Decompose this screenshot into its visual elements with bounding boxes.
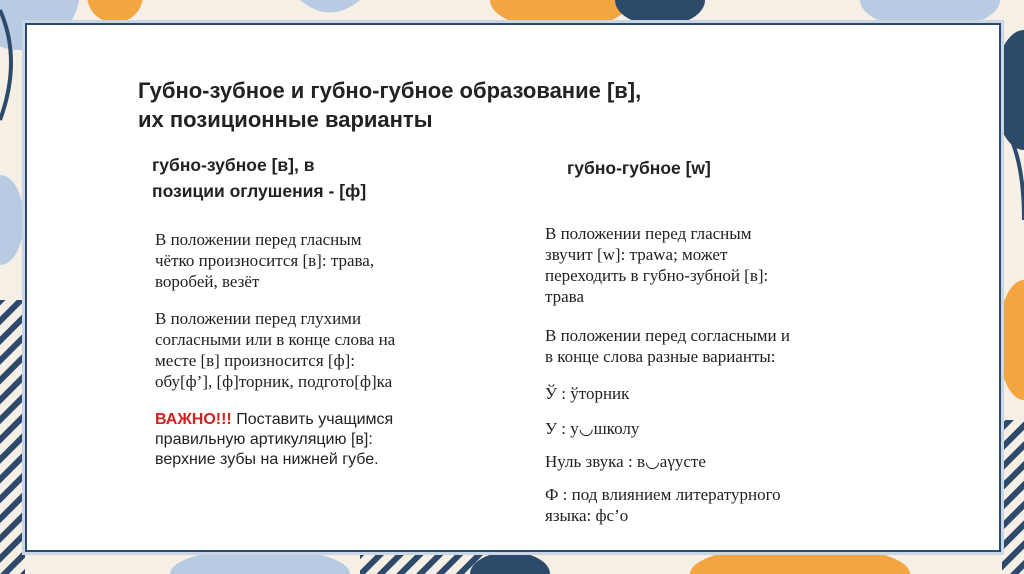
bg-shape [998, 280, 1024, 400]
left-paragraph-2 [155, 308, 395, 392]
text-line: правильную артикуляцию [в]: [155, 431, 373, 448]
text-line: Поставить учащимся [231, 411, 394, 428]
variant-1: Ў : ўторник [545, 384, 630, 403]
text-line: звучит [w]: траwa; может [545, 245, 728, 264]
text-line: В положении перед гласным [545, 224, 752, 243]
text-line: верхние зубы на нижней губе. [155, 451, 379, 468]
left-paragraph-1 [155, 229, 374, 292]
text-line: воробей, везёт [155, 272, 260, 291]
left-column-heading [152, 152, 472, 204]
right-paragraph-2 [545, 325, 790, 367]
right-paragraph-1 [545, 223, 768, 307]
variant-3: Нуль звука : в◡aγуcте [545, 452, 706, 471]
text-line: согласными или в конце слова на [155, 330, 396, 349]
text-line: языка: фс’о [545, 506, 629, 525]
bg-shape [0, 175, 24, 265]
text-line: В положении перед гласным [155, 230, 362, 249]
left-heading-line-1: губно-зубное [в], в [152, 155, 315, 175]
text-line: В положении перед глухими [155, 309, 362, 328]
text-line: месте [в] произносится [ф]: [155, 351, 355, 370]
slide-title [138, 76, 838, 134]
variant-4 [545, 484, 781, 526]
left-heading-line-2: позиции оглушения - [ф] [152, 181, 367, 201]
bg-stripes [1002, 420, 1024, 574]
bg-stripes [0, 300, 25, 574]
text-line: переходить в губно-зубной [в]: [545, 266, 769, 285]
variant-2: У : у◡школу [545, 419, 640, 438]
bg-shape [87, 0, 143, 23]
right-column-heading: губно-губное [w] [567, 158, 711, 178]
text-line: В положении перед согласными и [545, 326, 790, 345]
text-line: обу[ф’], [ф]торник, подгото[ф]ка [155, 372, 393, 391]
bg-stripes [360, 552, 520, 574]
title-line-2: их позиционные варианты [138, 107, 433, 132]
text-line: чётко произносится [в]: трава, [155, 251, 375, 270]
left-paragraph-3 [155, 410, 393, 470]
text-line: в конце слова разные варианты: [545, 347, 776, 366]
text-line: Ф : под влиянием литературного [545, 485, 781, 504]
bg-shape [300, 0, 360, 13]
text-line: трава [545, 287, 585, 306]
title-line-1: Губно-зубное и губно-губное образование [в], [138, 78, 642, 103]
important-label: ВАЖНО!!! [155, 411, 232, 428]
